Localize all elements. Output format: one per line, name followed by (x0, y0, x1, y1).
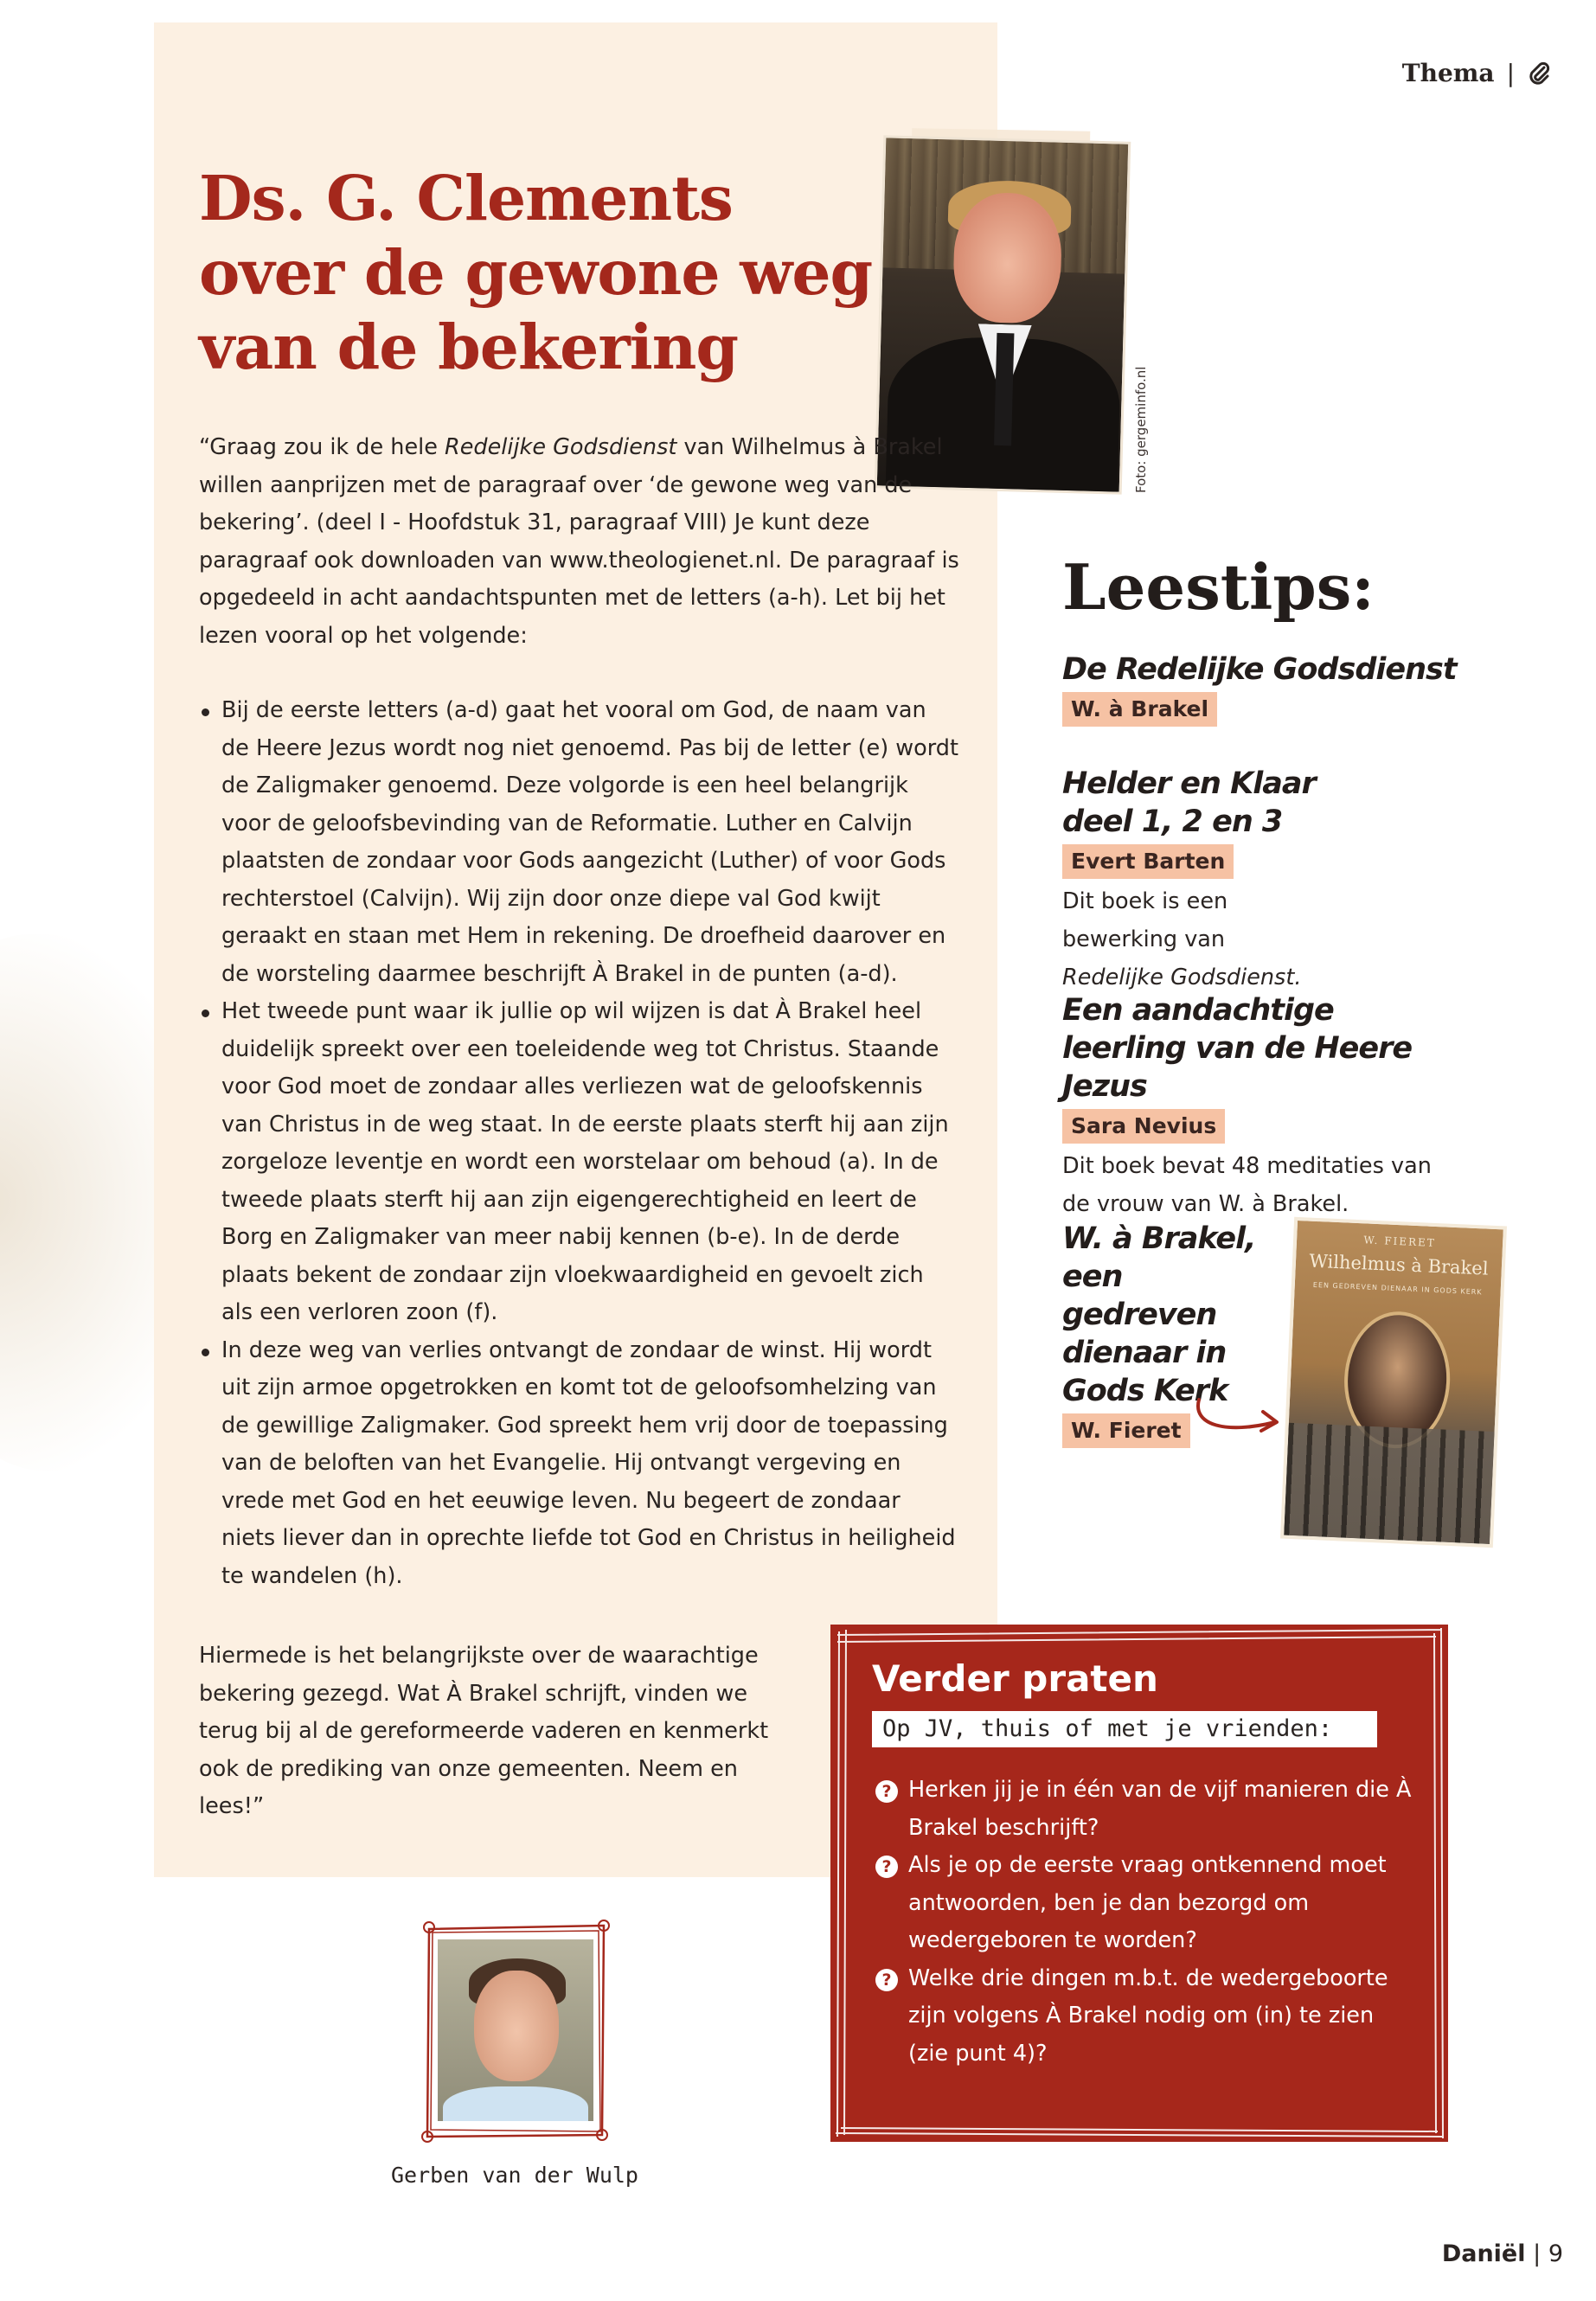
leestips-heading: Leestips: (1062, 550, 1375, 624)
paperclip-icon (1527, 61, 1551, 86)
page-footer (1442, 2240, 1563, 2267)
church-scene (1284, 1423, 1494, 1544)
question-icon: ? (875, 1780, 898, 1803)
book-cover-author: W. FIERET (1363, 1234, 1437, 1249)
reading-tip (1062, 651, 1512, 727)
tip-description: Dit boek bevat 48 meditaties van de vrouw van W. à Brakel. (1062, 1153, 1432, 1217)
article-closing: Hiermede is het belangrijkste over de waarachtige bekering gezegd. Wat À Brakel schrijft, vinden we terug bij al de gereformeerde vaderen en kenmerkt ook de prediking van onze gemeenten. Neem en lees!” (199, 1643, 769, 1819)
author-name: Gerben van der Wulp (391, 2163, 638, 2188)
footer-separator: | (1533, 2240, 1542, 2267)
article-title: Ds. G. Clements over de gewone weg van de bekering (199, 162, 873, 383)
author-photo (438, 1939, 593, 2121)
page-number: 9 (1548, 2240, 1563, 2267)
tip-title: De Redelijke Godsdienst (1062, 652, 1457, 687)
list-item: Bij de eerste letters (a-d) gaat het vooral om God, de naam van de Heere Jezus wordt nog niet genoemd. Pas bij de letter (e) wordt de Zaligmaker genoemd. Deze volgorde is een heel belangrijk voor de geloofsbevinding van de Reformatie. Luther en Calvijn plaatsten de zondaar voor Gods aangezicht (Luther) of voor Gods rechterstoel (Calvijn). Wij zijn door onze diepe val God kwijt geraakt en staan met Hem in rekening. De droefheid daarover en de worsteling daarmee beschrijft À Brakel in de punten (a-d). (199, 692, 960, 993)
author-photo-frame (419, 1919, 612, 2144)
question-item: ? Welke drie dingen m.b.t. de wedergeboorte zijn volgens À Brakel nodig om (in) te zien (zie punt 4)? (875, 1960, 1412, 2073)
section-header (1402, 59, 1551, 87)
reading-tip (1062, 991, 1460, 1223)
book-cover-subtitle: EEN GEDREVEN DIENAAR IN GODS KERK (1312, 1280, 1483, 1297)
header-separator: | (1506, 59, 1515, 87)
book-title-italic: Redelijke Godsdienst (445, 434, 677, 460)
section-label: Thema (1401, 59, 1495, 87)
article-intro: “Graag zou ik de hele Redelijke Godsdienst van Wilhelmus à Brakel willen aanprijzen met de paragraaf over ‘de gewone weg van de bekering’. (deel I - Hoofdstuk 31, paragraaf VIII) Je kunt deze paragraaf ook downloaden van www.theologienet.nl. De paragraaf is opgedeeld in acht aandachtspunten met de letters (a-h). Let bij het lezen vooral op het volgende: (199, 434, 959, 649)
question-icon: ? (875, 1969, 898, 1991)
list-item: In deze weg van verlies ontvangt de zondaar de winst. Hij wordt uit zijn armoe opgetrokken en komt tot de geloofsomhelzing van de gewillige Zaligmaker. God spreekt hem vrij door de toepassing van de beloften van het Evangelie. Hij ontvangt vergeving en vrede met God en het eeuwige leven. Nu begeert de zondaar niets liever dan in oprechte liefde tot God en Christus in heiligheid te wandelen (h). (199, 1332, 960, 1596)
tip-description: Dit boek is een bewerking van Redelijke Godsdienst. (1062, 888, 1302, 990)
tip-author-badge: W. à Brakel (1062, 692, 1217, 727)
reading-tip (1062, 765, 1322, 997)
discussion-box (830, 1625, 1448, 2142)
tip-author-badge: W. Fieret (1062, 1413, 1190, 1448)
tip-author-badge: Evert Barten (1062, 844, 1234, 879)
book-cover-image (1280, 1217, 1507, 1548)
tip-title: W. à Brakel, een gedreven dienaar in Gods Kerk (1062, 1221, 1256, 1408)
tip-title: Een aandachtige leerling van de Heere Jezus (1062, 993, 1413, 1104)
bullet-list (199, 692, 960, 1595)
photo-credit: Foto: gergeminfo.nl (1133, 366, 1149, 493)
list-item: Het tweede punt waar ik jullie op wil wijzen is dat À Brakel heel duidelijk spreekt over een toeleidende weg tot Christus. Staande voor God moet de zondaar alles verliezen wat de geloofskennis van Christus in de weg staat. In de eerste plaats sterft hij aan zijn zorgeloze leventje en wordt een worstelaar om behoud (a). In de tweede plaats sterft hij aan zijn eigengerechtigheid en leert de Borg en Zaligmaker van meer nabij kennen (b-e). In de derde plaats bekent de zondaar zijn vloekwaardigheid en gevoelt zich als een verloren zoon (f). (199, 993, 960, 1332)
tip-author-badge: Sara Nevius (1062, 1109, 1225, 1144)
discussion-subheading: Op JV, thuis of met je vrienden: (872, 1711, 1377, 1747)
discussion-heading: Verder praten (872, 1657, 1158, 1700)
question-icon: ? (875, 1856, 898, 1878)
book-cover-title: Wilhelmus à Brakel (1308, 1250, 1489, 1279)
question-item: ? Als je op de eerste vraag ontkennend moet antwoorden, ben je dan bezorgd om wedergeboren te worden? (875, 1847, 1412, 1960)
magazine-name: Daniël (1441, 2240, 1526, 2267)
curved-arrow-icon (1192, 1391, 1287, 1443)
question-item: ? Herken jij je in één van de vijf manieren die À Brakel beschrijft? (875, 1772, 1412, 1847)
question-list (875, 1772, 1412, 2073)
tip-title: Helder en Klaar deel 1, 2 en 3 (1062, 766, 1316, 839)
